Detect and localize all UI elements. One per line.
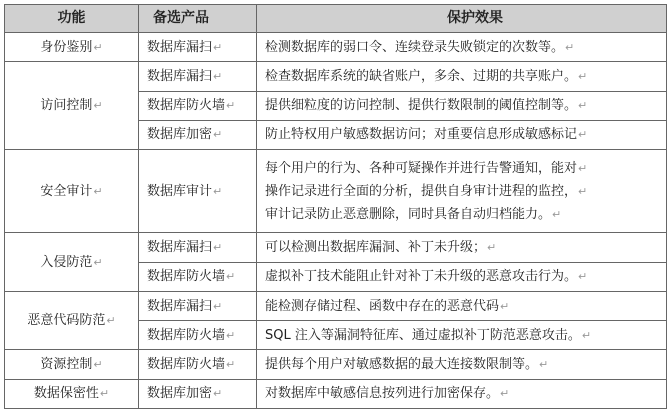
function-cell <box>5 291 139 350</box>
effect-cell <box>257 233 667 262</box>
paragraph-mark-icon: ↵ <box>93 99 103 113</box>
product-cell-text: 数据库审计 <box>147 183 213 199</box>
product-cell <box>139 62 257 91</box>
function-cell <box>5 150 139 233</box>
product-cell-text: 数据库防火墙 <box>147 98 226 114</box>
effect-cell-text: 能检测存储过程、函数中存在的恶意代码 <box>265 298 500 314</box>
paragraph-mark-icon: ↵ <box>213 128 223 142</box>
product-cell-text: 数据库漏扫 <box>147 239 213 255</box>
paragraph-mark-icon: ↵ <box>552 207 562 221</box>
effect-cell <box>257 321 667 350</box>
paragraph-mark-icon: ↵ <box>213 387 223 401</box>
paragraph-mark-icon: ↵ <box>578 184 588 198</box>
function-cell <box>5 379 139 408</box>
product-cell <box>139 120 257 149</box>
paragraph-mark-icon: ↵ <box>578 270 588 284</box>
table-row <box>5 233 667 262</box>
paragraph-mark-icon: ↵ <box>539 358 549 372</box>
header-function: 功能 <box>5 5 139 33</box>
function-cell <box>5 233 139 292</box>
product-cell <box>139 291 257 320</box>
product-cell <box>139 262 257 291</box>
function-cell-text: 身份鉴别 <box>40 39 93 55</box>
paragraph-mark-icon: ↵ <box>93 255 103 269</box>
effect-cell-text: SQL 注入等漏洞特征库、通过虚拟补丁防范恶意攻击。 <box>265 327 581 343</box>
paragraph-mark-icon: ↵ <box>213 184 223 198</box>
paragraph-mark-icon: ↵ <box>578 128 588 142</box>
paragraph-mark-icon: ↵ <box>226 328 236 342</box>
product-cell-text: 数据库加密 <box>147 127 213 143</box>
paragraph-mark-icon: ↵ <box>213 240 223 254</box>
function-cell-text: 资源控制 <box>40 357 93 373</box>
effect-cell <box>257 262 667 291</box>
function-cell-text: 恶意代码防范 <box>27 313 106 329</box>
function-cell-text: 数据保密性 <box>33 386 99 402</box>
product-cell <box>139 233 257 262</box>
header-effect: 保护效果 <box>257 5 667 33</box>
table-body <box>5 33 667 409</box>
product-cell-text: 数据库漏扫 <box>147 68 213 84</box>
product-cell-text: 数据库漏扫 <box>147 298 213 314</box>
effect-cell <box>257 291 667 320</box>
function-cell-text: 安全审计 <box>40 183 93 199</box>
effect-cell <box>257 379 667 408</box>
paragraph-mark-icon: ↵ <box>578 161 588 175</box>
product-cell <box>139 350 257 379</box>
table-row <box>5 291 667 320</box>
table-row <box>5 379 667 408</box>
paragraph-mark-icon: ↵ <box>106 314 116 328</box>
effect-cell-text: 检测数据库的弱口令、连续登录失败锁定的次数等。 <box>265 39 565 55</box>
table-row <box>5 350 667 379</box>
effect-cell-text: 每个用户的行为、各种可疑操作并进行告警通知，能对 <box>265 160 578 176</box>
effect-cell <box>257 150 667 233</box>
function-cell <box>5 62 139 150</box>
product-cell-text: 数据库漏扫 <box>147 39 213 55</box>
effect-cell-text: 提供细粒度的访问控制、提供行数限制的阈值控制等。 <box>265 98 578 114</box>
header-row <box>5 5 667 33</box>
paragraph-mark-icon: ↵ <box>213 69 223 83</box>
function-cell <box>5 350 139 379</box>
table-row <box>5 62 667 91</box>
paragraph-mark-icon: ↵ <box>581 328 592 342</box>
paragraph-mark-icon: ↵ <box>226 358 236 372</box>
effect-cell <box>257 33 667 62</box>
product-cell <box>139 150 257 233</box>
function-cell-text: 入侵防范 <box>40 254 93 270</box>
protection-table <box>4 4 667 409</box>
paragraph-mark-icon: ↵ <box>578 69 588 83</box>
product-cell <box>139 91 257 120</box>
paragraph-mark-icon: ↵ <box>487 240 497 254</box>
effect-cell-text: 提供每个用户对敏感数据的最大连接数限制等。 <box>265 357 539 373</box>
product-cell <box>139 379 257 408</box>
header-product: 备选产品 <box>139 5 257 33</box>
effect-cell-text: 审计记录防止恶意删除，同时具备自动归档能力。 <box>265 206 552 222</box>
effect-cell-text: 检查数据库系统的缺省账户，多余、过期的共享账户。 <box>265 68 578 84</box>
effect-cell-text: 对数据库中敏感信息按列进行加密保存。 <box>265 386 500 402</box>
paragraph-mark-icon: ↵ <box>500 299 510 313</box>
paragraph-mark-icon: ↵ <box>99 387 110 401</box>
effect-cell <box>257 120 667 149</box>
paragraph-mark-icon: ↵ <box>93 40 103 54</box>
paragraph-mark-icon: ↵ <box>93 184 103 198</box>
paragraph-mark-icon: ↵ <box>213 40 223 54</box>
effect-cell <box>257 62 667 91</box>
product-cell <box>139 33 257 62</box>
paragraph-mark-icon: ↵ <box>93 358 103 372</box>
paragraph-mark-icon: ↵ <box>500 387 510 401</box>
function-cell <box>5 33 139 62</box>
product-cell-text: 数据库防火墙 <box>147 269 226 285</box>
paragraph-mark-icon: ↵ <box>226 99 236 113</box>
product-cell-text: 数据库防火墙 <box>147 327 226 343</box>
effect-cell <box>257 350 667 379</box>
effect-cell-text: 操作记录进行全面的分析，提供自身审计进程的监控， <box>265 183 578 199</box>
table-row <box>5 33 667 62</box>
paragraph-mark-icon: ↵ <box>226 270 236 284</box>
effect-cell <box>257 91 667 120</box>
function-cell-text: 访问控制 <box>40 98 93 114</box>
effect-cell-text: 可以检测出数据库漏洞、补丁未升级； <box>265 239 487 255</box>
paragraph-mark-icon: ↵ <box>213 299 223 313</box>
paragraph-mark-icon: ↵ <box>578 99 588 113</box>
paragraph-mark-icon: ↵ <box>565 40 575 54</box>
product-cell-text: 数据库防火墙 <box>147 357 226 373</box>
effect-cell-text: 虚拟补丁技术能阻止针对补丁未升级的恶意攻击行为。 <box>265 269 578 285</box>
product-cell-text: 数据库加密 <box>147 386 213 402</box>
product-cell <box>139 321 257 350</box>
effect-cell-text: 防止特权用户敏感数据访问；对重要信息形成敏感标记 <box>265 127 578 143</box>
table-row <box>5 150 667 233</box>
